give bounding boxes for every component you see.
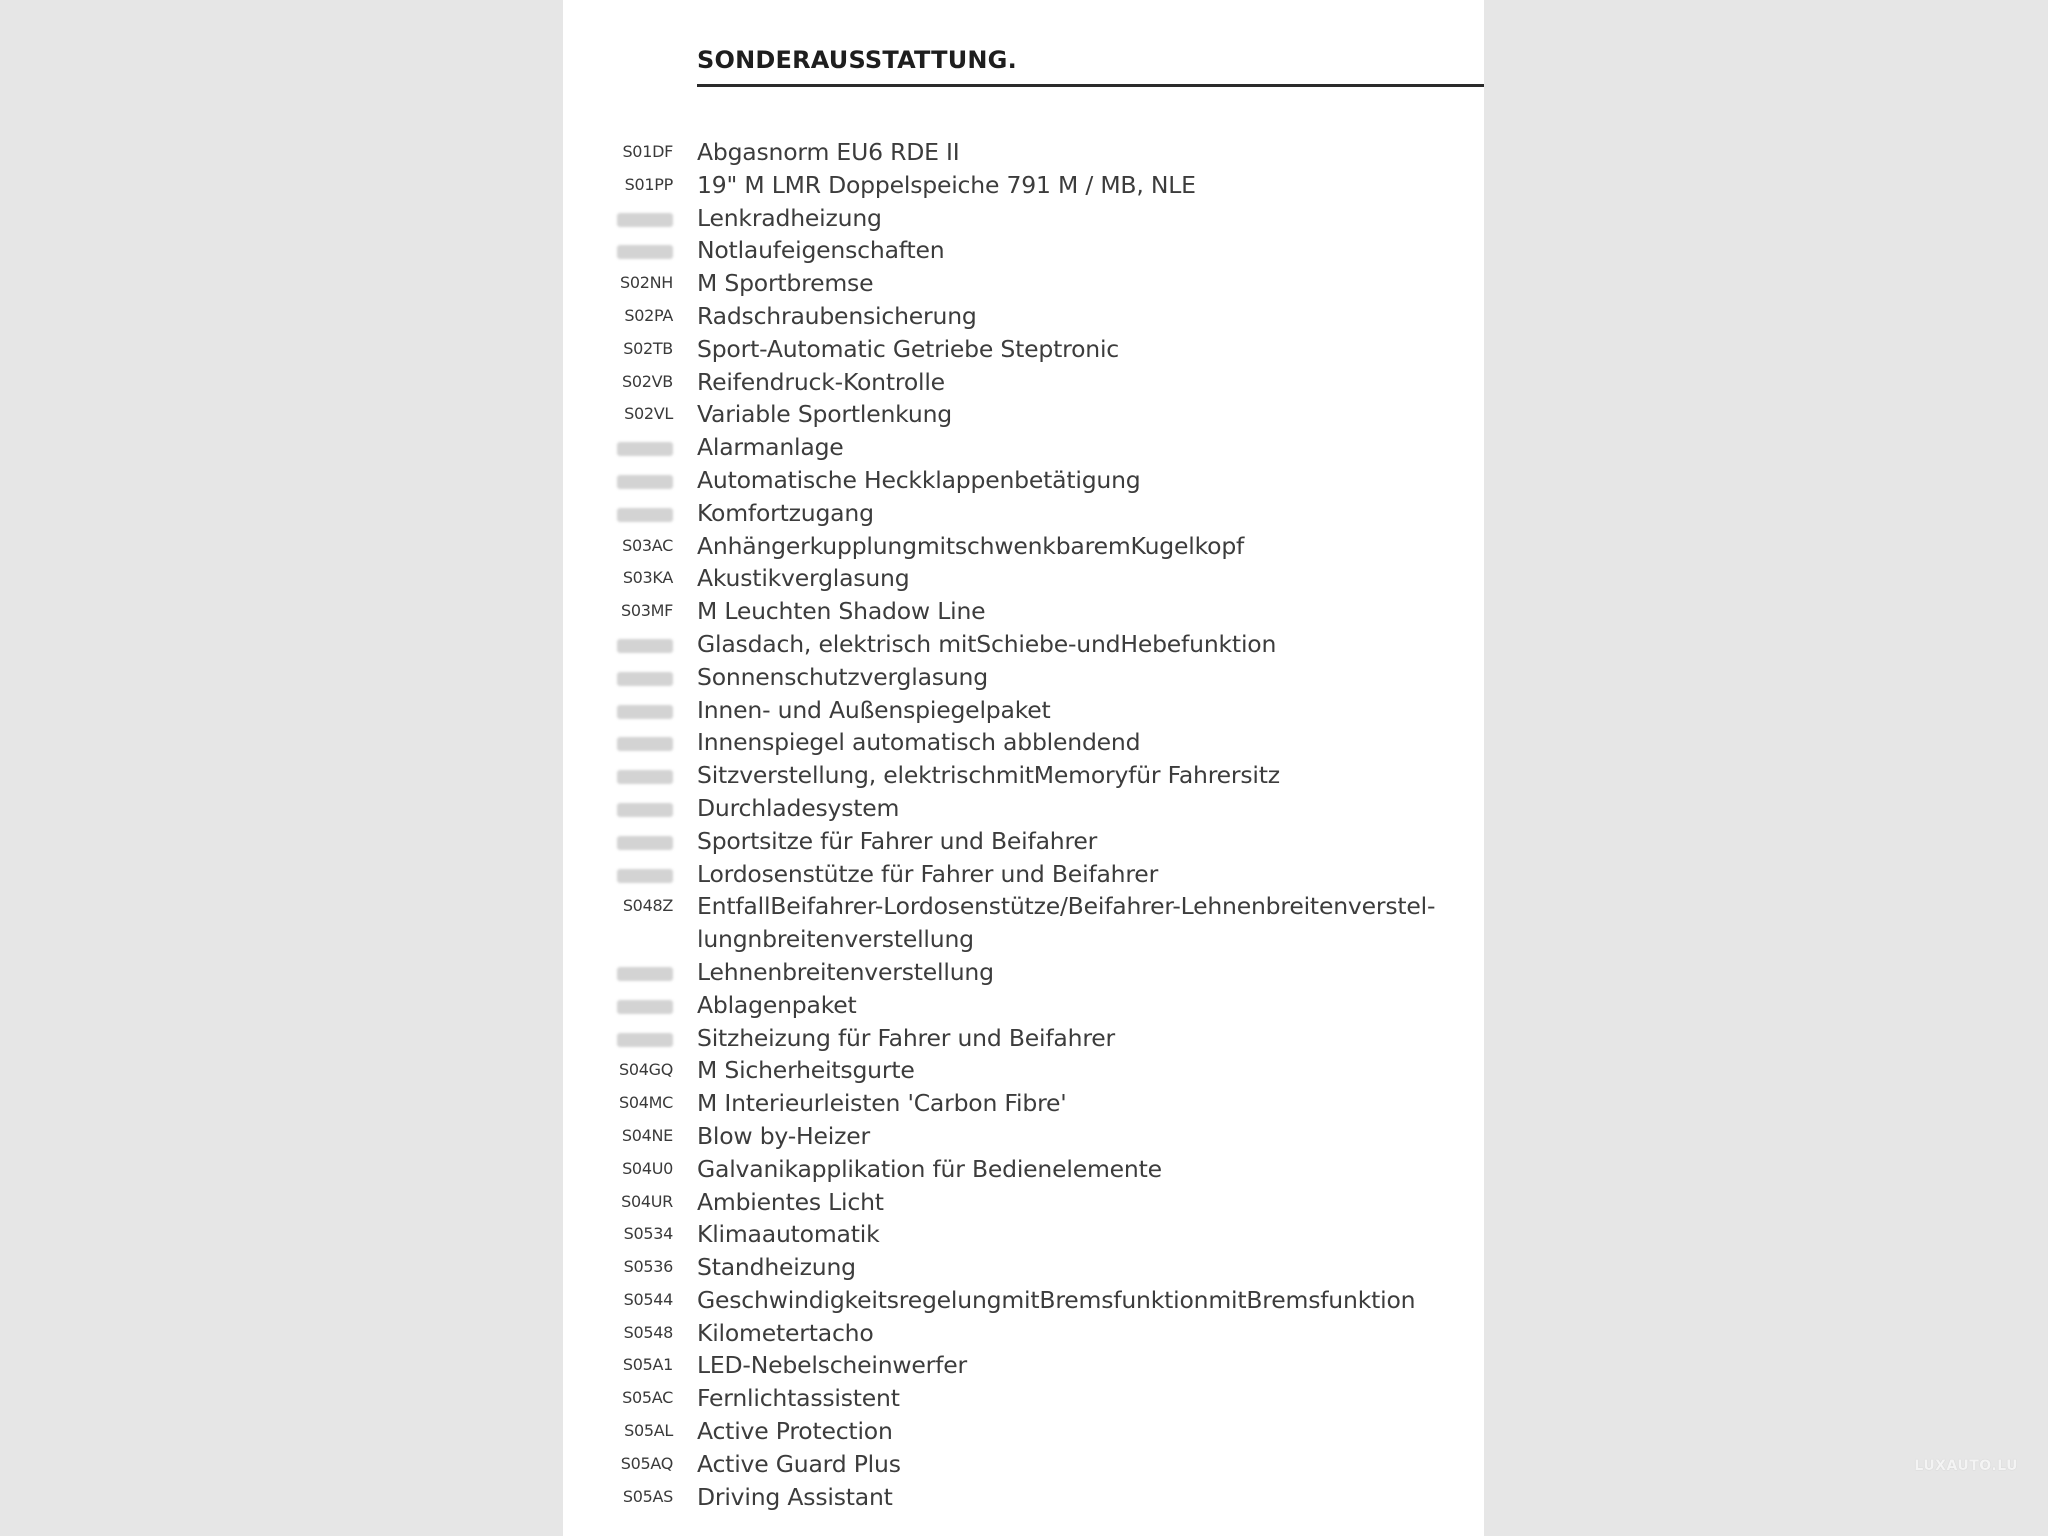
option-label: Notlaufeigenschaften xyxy=(697,236,945,265)
option-label: Galvanikapplikation für Bedienelemente xyxy=(697,1154,1162,1183)
option-label: Lenkradheizung xyxy=(697,203,882,232)
option-code-redacted xyxy=(617,1000,673,1014)
option-code: S05AC xyxy=(622,1388,673,1408)
option-code-redacted xyxy=(617,770,673,784)
heading-rule xyxy=(697,84,1484,87)
option-label: Sportsitze für Fahrer und Beifahrer xyxy=(697,826,1098,855)
equipment-row xyxy=(563,1481,1484,1514)
equipment-row xyxy=(563,267,1484,300)
equipment-row xyxy=(563,1218,1484,1251)
equipment-row xyxy=(563,1022,1484,1055)
document-page xyxy=(563,0,1484,1536)
option-label: Ablagenpaket xyxy=(697,990,857,1019)
option-label: Akustikverglasung xyxy=(697,564,910,593)
option-code: S048Z xyxy=(622,896,673,916)
option-label: Sonnenschutzverglasung xyxy=(697,662,988,691)
option-code: S03KA xyxy=(622,568,673,588)
option-label: 19" M LMR Doppelspeiche 791 M / MB, NLE xyxy=(697,170,1196,199)
option-code: S0536 xyxy=(623,1257,673,1277)
option-code-redacted xyxy=(617,803,673,817)
equipment-row xyxy=(563,1087,1484,1120)
option-label: Reifendruck-Kontrolle xyxy=(697,367,945,396)
equipment-row xyxy=(563,366,1484,399)
equipment-row xyxy=(563,628,1484,661)
option-code: S01DF xyxy=(622,142,673,161)
option-code: S0548 xyxy=(623,1322,673,1342)
option-label: M Sportbremse xyxy=(697,269,874,298)
equipment-row xyxy=(563,1284,1484,1317)
option-label: Kilometertacho xyxy=(697,1318,874,1347)
equipment-row xyxy=(563,202,1484,235)
option-label: Abgasnorm EU6 RDE II xyxy=(697,138,960,166)
option-code: S05A1 xyxy=(622,1355,673,1375)
equipment-row xyxy=(563,661,1484,694)
equipment-row xyxy=(563,464,1484,497)
option-code: S0534 xyxy=(623,1224,673,1244)
option-label: Driving Assistant xyxy=(697,1482,893,1511)
option-code: S05AQ xyxy=(620,1453,673,1473)
option-label: M Leuchten Shadow Line xyxy=(697,597,986,626)
option-code: S0544 xyxy=(623,1289,673,1309)
option-code-redacted xyxy=(617,737,673,751)
option-label: LED-Nebelscheinwerfer xyxy=(697,1351,967,1380)
equipment-row xyxy=(563,989,1484,1022)
option-code-redacted xyxy=(617,508,673,522)
option-code-redacted xyxy=(617,869,673,883)
option-label: Blow by-Heizer xyxy=(697,1121,870,1150)
equipment-row xyxy=(563,595,1484,628)
option-code: S02NH xyxy=(619,273,673,293)
option-label: Innen- und Außenspiegelpaket xyxy=(697,695,1051,724)
watermark-logo: LUXAUTO.LU xyxy=(1914,1458,2018,1474)
option-label: Durchladesystem xyxy=(697,793,900,822)
option-code: S03MF xyxy=(620,601,673,621)
option-label: Standheizung xyxy=(697,1253,856,1282)
equipment-row xyxy=(563,1186,1484,1219)
option-code: S04NE xyxy=(621,1125,673,1145)
option-code-redacted xyxy=(617,442,673,456)
section-heading: SONDERAUSSTATTUNG. xyxy=(697,46,1017,74)
option-code-redacted xyxy=(617,836,673,850)
option-label: Active Guard Plus xyxy=(697,1449,901,1478)
option-code: S04U0 xyxy=(622,1158,673,1178)
option-code: S02PA xyxy=(624,305,673,325)
option-label: Variable Sportlenkung xyxy=(697,400,952,429)
equipment-list xyxy=(563,136,1484,1513)
option-label: Sitzverstellung, elektrischmitMemoryfür Fahrersitz xyxy=(697,761,1280,790)
equipment-row xyxy=(563,825,1484,858)
equipment-row xyxy=(563,1054,1484,1087)
option-label: M Sicherheitsgurte xyxy=(697,1056,915,1085)
option-code: S04GQ xyxy=(618,1060,673,1080)
option-label: Klimaautomatik xyxy=(697,1220,880,1249)
option-label: Ambientes Licht xyxy=(697,1187,884,1216)
equipment-row xyxy=(563,530,1484,563)
option-code: S01PP xyxy=(624,174,673,194)
option-label: Innenspiegel automatisch abblendend xyxy=(697,728,1141,757)
option-code-redacted xyxy=(617,213,673,227)
option-code-redacted xyxy=(617,672,673,686)
option-code-redacted xyxy=(617,967,673,981)
equipment-row xyxy=(563,890,1484,956)
option-label: Glasdach, elektrisch mitSchiebe-undHebefunktion xyxy=(697,629,1277,658)
equipment-row xyxy=(563,1349,1484,1382)
option-code: S04MC xyxy=(619,1093,673,1113)
option-label: Active Protection xyxy=(697,1417,893,1446)
equipment-row xyxy=(563,300,1484,333)
option-code: S02VB xyxy=(622,371,673,391)
equipment-row xyxy=(563,759,1484,792)
option-label: Lehnenbreitenverstellung xyxy=(697,957,994,986)
equipment-row xyxy=(563,858,1484,891)
equipment-row xyxy=(563,562,1484,595)
equipment-row xyxy=(563,431,1484,464)
equipment-row xyxy=(563,1251,1484,1284)
option-label: Radschraubensicherung xyxy=(697,301,977,330)
option-code: S05AL xyxy=(624,1421,673,1441)
option-label: Sitzheizung für Fahrer und Beifahrer xyxy=(697,1023,1115,1052)
equipment-row xyxy=(563,1317,1484,1350)
option-label: Alarmanlage xyxy=(697,433,844,462)
equipment-row xyxy=(563,694,1484,727)
equipment-row xyxy=(563,1382,1484,1415)
option-label: GeschwindigkeitsregelungmitBremsfunktionmitBremsfunktion xyxy=(697,1285,1416,1314)
option-label: Komfortzugang xyxy=(697,498,874,527)
option-code-redacted xyxy=(617,639,673,653)
option-code: S05AS xyxy=(622,1486,673,1506)
equipment-row xyxy=(563,956,1484,989)
option-label: Lordosenstütze für Fahrer und Beifahrer xyxy=(697,859,1159,888)
equipment-row xyxy=(563,792,1484,825)
option-label: AnhängerkupplungmitschwenkbaremKugelkopf xyxy=(697,531,1245,560)
option-label: EntfallBeifahrer-Lordosenstütze/Beifahrer-Lehnenbreitenverstel-lungnbreitenverstellung xyxy=(697,892,1436,954)
option-label: Sport-Automatic Getriebe Steptronic xyxy=(697,334,1120,363)
equipment-row xyxy=(563,1415,1484,1448)
equipment-row xyxy=(563,333,1484,366)
equipment-row xyxy=(563,1120,1484,1153)
equipment-row xyxy=(563,234,1484,267)
option-code-redacted xyxy=(617,705,673,719)
option-code-redacted xyxy=(617,245,673,259)
option-code: S02TB xyxy=(623,338,673,358)
equipment-row xyxy=(563,726,1484,759)
equipment-row xyxy=(563,497,1484,530)
option-code-redacted xyxy=(617,1033,673,1047)
option-code: S04UR xyxy=(621,1191,673,1211)
option-code: S02VL xyxy=(624,404,673,424)
equipment-row xyxy=(563,1448,1484,1481)
equipment-row xyxy=(563,169,1484,202)
option-code-redacted xyxy=(617,475,673,489)
option-label: M Interieurleisten 'Carbon Fibre' xyxy=(697,1089,1067,1118)
option-label: Automatische Heckklappenbetätigung xyxy=(697,465,1141,494)
equipment-row xyxy=(563,398,1484,431)
equipment-row xyxy=(563,136,1484,169)
option-label: Fernlichtassistent xyxy=(697,1384,900,1413)
equipment-row xyxy=(563,1153,1484,1186)
option-code: S03AC xyxy=(622,535,673,555)
